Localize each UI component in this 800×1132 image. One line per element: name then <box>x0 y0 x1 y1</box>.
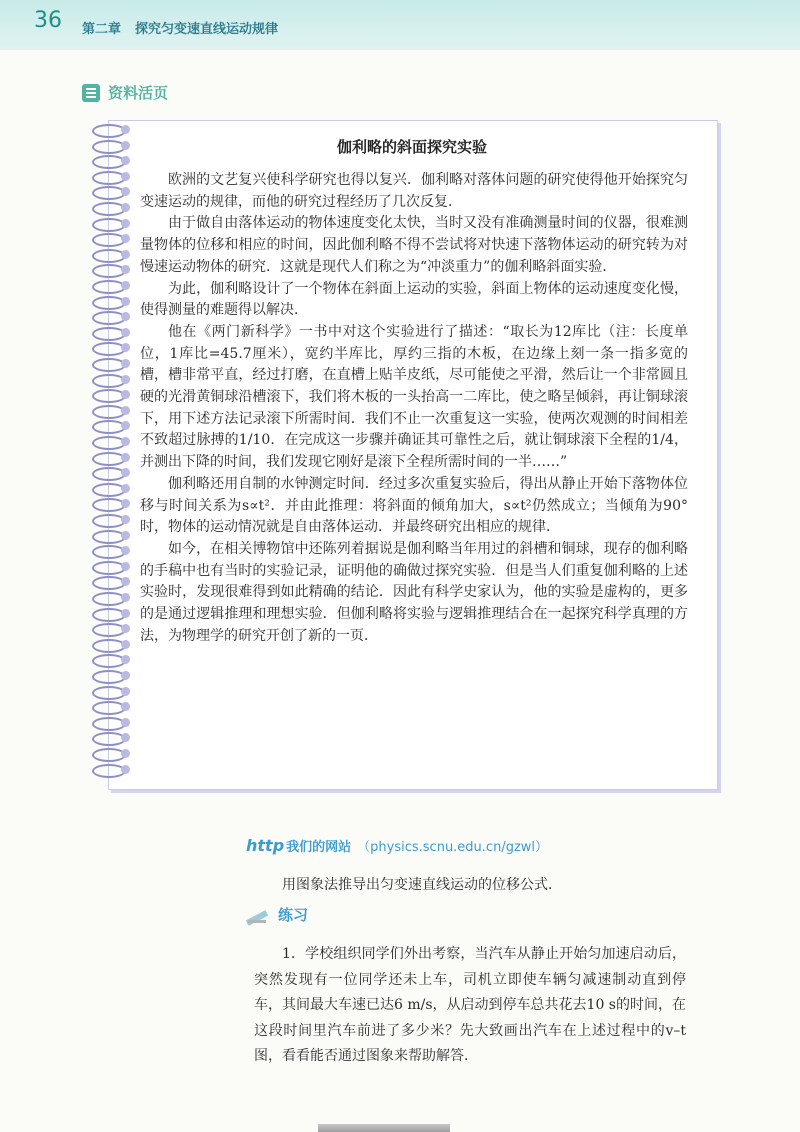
spiral-ring <box>92 420 126 434</box>
chapter-number: 第二章 <box>82 22 122 37</box>
exercise-label <box>246 904 308 925</box>
spiral-ring <box>92 233 126 247</box>
article-paragraph: 由于做自由落体运动的物体速度变化太快，当时又没有准确测量时间的仪器，很难测量物体的位移和相应的时间，因此伽利略不得不尝试将对快速下落物体运动的研究转为对慢速运动物体的研究．这就是现代人们称之为“冲淡重力”的伽利略斜面实验． <box>140 215 688 275</box>
spiral-ring <box>92 218 126 232</box>
chapter-heading <box>82 18 278 37</box>
exercise-list <box>254 942 686 1070</box>
article-paragraph: 如今，在相关博物馆中还陈列着据说是伽利略当年用过的斜槽和铜球，现存的伽利略的手稿中也有当时的实验记录，证明他的确做过探究实验．但是当人们重复伽利略的上述实验时，发现很难得到如此精确的结论．因此有科学史家认为，他的实验是虚构的，更多的是通过逻辑推理和理想实验．但伽利略将实验与逻辑推理结合在一起探究科学真理的方法，为物理学的研究开创了新的一页． <box>140 540 688 644</box>
spiral-ring <box>92 670 126 684</box>
website-label: 我们的网站 <box>286 840 352 855</box>
spiral-ring <box>92 452 126 466</box>
spiral-ring <box>92 545 126 559</box>
section-label <box>82 82 168 103</box>
spiral-ring <box>92 764 126 778</box>
spiral-binding <box>92 124 132 784</box>
spiral-ring <box>92 280 126 294</box>
spiral-ring <box>92 717 126 731</box>
spiral-ring <box>92 171 126 185</box>
website-row <box>246 836 548 855</box>
spiral-ring <box>92 701 126 715</box>
article-title: 伽利略的斜面探究实验 <box>336 138 487 156</box>
spiral-ring <box>92 186 126 200</box>
article-paragraph: 为此，伽利略设计了一个物体在斜面上运动的实验，斜面上物体的运动速度变化慢，使得测量的难题得以解决． <box>140 280 688 319</box>
article-paragraph: 他在《两门新科学》一书中对这个实验进行了描述：“取长为12库比（注：长度单位，1库比=45.7厘米），宽约半库比，厚约三指的木板，在边缘上刻一条一指多宽的槽，槽非常平直，经过打磨，在直槽上贴羊皮纸，尽可能使之平滑，然后让一个非常圆且硬的光滑黄铜球沿槽滚下，我们将木板的一头抬高一二库比，使之略呈倾斜，再让铜球滚下，用下述方法记录滚下所需时间．我们不止一次重复这一实验，使两次观测的时间相差不致超过脉搏的1/10．在完成这一步骤并确证其可靠性之后，就让铜球滚下全程的1/4，并测出下降的时间，我们发现它刚好是滚下全程所需时间的一半……” <box>140 323 688 471</box>
article-paragraph: 欧洲的文艺复兴使科学研究也得以复兴．伽利略对落体问题的研究使得他开始探究匀变速运动的规律，而他的研究过程经历了几次反复． <box>140 172 688 210</box>
spiral-ring <box>92 389 126 403</box>
spiral-ring <box>92 311 126 325</box>
spiral-ring <box>92 514 126 528</box>
exercise-label-text: 练习 <box>278 906 309 924</box>
spiral-ring <box>92 530 126 544</box>
spiral-ring <box>92 436 126 450</box>
spiral-ring <box>92 202 126 216</box>
website-task: 用图象法推导出匀变速直线运动的位移公式． <box>282 877 562 893</box>
article-paragraph: 伽利略还用自制的水钟测定时间．经过多次重复实验后，得出从静止开始下落物体位移与时间关系为s∝t²．并由此推理：将斜面的倾角加大，s∝t²仍然成立；当倾角为90°时，物体的运动情况就是自由落体运动．并最终研究出相应的规律． <box>140 475 688 536</box>
spiral-ring <box>92 155 126 169</box>
spiral-ring <box>92 748 126 762</box>
article-body <box>140 170 688 647</box>
spiral-ring <box>92 608 126 622</box>
website-url[interactable]: （physics.scnu.edu.cn/gzwl） <box>357 840 549 855</box>
spiral-ring <box>92 686 126 700</box>
spiral-ring <box>92 405 126 419</box>
chapter-title: 探究匀变速直线运动规律 <box>135 22 279 37</box>
document-icon <box>82 84 100 102</box>
spiral-ring <box>92 467 126 481</box>
spiral-ring <box>92 623 126 637</box>
spiral-ring <box>92 342 126 356</box>
spiral-ring <box>92 639 126 653</box>
page-bottom-bar <box>318 1124 450 1132</box>
spiral-ring <box>92 498 126 512</box>
spiral-ring <box>92 654 126 668</box>
spiral-ring <box>92 249 126 263</box>
spiral-ring <box>92 374 126 388</box>
spiral-ring <box>92 327 126 341</box>
spiral-ring <box>92 592 126 606</box>
spiral-ring <box>92 358 126 372</box>
spiral-ring <box>92 732 126 746</box>
section-label-text: 资料活页 <box>108 84 169 102</box>
spiral-ring <box>92 483 126 497</box>
exercise-item: 1．学校组织同学们外出考察，当汽车从静止开始匀加速启动后，突然发现有一位同学还未上车，司机立即使车辆匀减速制动直到停车，其间最大车速已达6 m/s，从启动到停车总共花去10 s的时间，在这段时间里汽车前进了多少米？先大致画出汽车在上述过程中的v–t图，看看能否通过图象来帮助解答． <box>254 946 686 1065</box>
pencil-icon <box>246 906 270 924</box>
spiral-ring <box>92 561 126 575</box>
page-number: 36 <box>34 8 62 33</box>
spiral-ring <box>92 264 126 278</box>
spiral-ring <box>92 296 126 310</box>
spiral-ring <box>92 576 126 590</box>
http-icon: http <box>246 836 285 855</box>
